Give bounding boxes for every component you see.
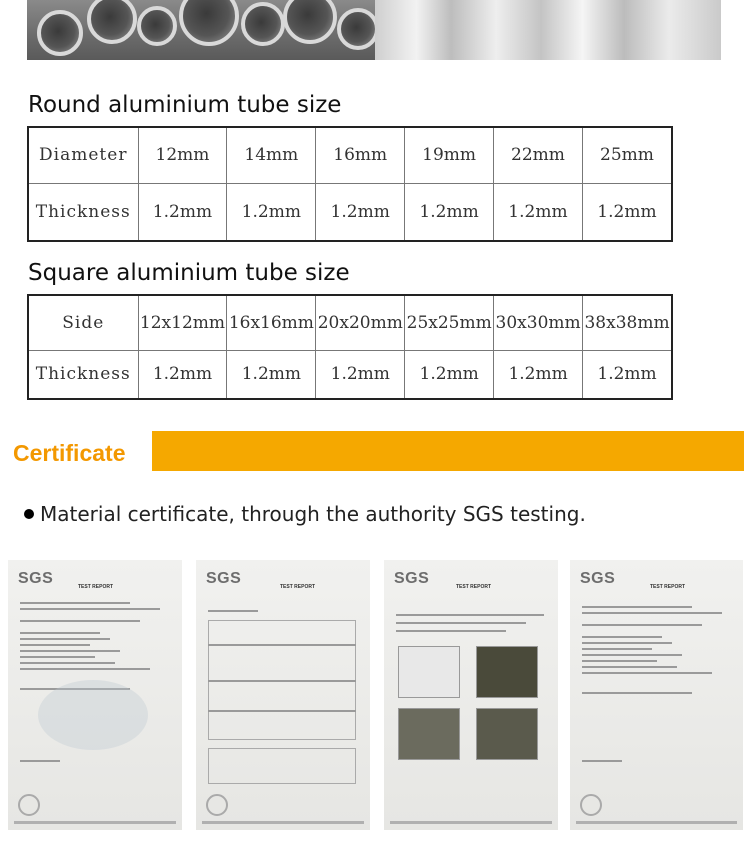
bullet-icon [24, 509, 34, 519]
table-cell: 1.2mm [405, 183, 494, 241]
sample-photo [476, 708, 538, 760]
certificate-banner [0, 431, 744, 471]
table-cell: 1.2mm [316, 350, 405, 399]
table-cell: 1.2mm [138, 350, 227, 399]
certificate-note [24, 502, 586, 526]
thickness-label: Thickness [28, 183, 138, 241]
table-cell: 30x30mm [494, 295, 583, 350]
table-cell: 38x38mm [583, 295, 672, 350]
watermark-seal [38, 680, 148, 750]
table-cell: 1.2mm [138, 183, 227, 241]
sample-table [208, 748, 356, 784]
report-title: TEST REPORT [650, 584, 686, 590]
sample-photo [398, 708, 460, 760]
report-title: TEST REPORT [280, 584, 316, 590]
side-row [28, 295, 672, 350]
table-cell: 16mm [316, 127, 405, 183]
sgs-logo: SGS [394, 570, 430, 587]
diameter-row [28, 127, 672, 183]
table-cell: 1.2mm [582, 183, 672, 241]
table-cell: 25x25mm [405, 295, 494, 350]
certificate-heading: Certificate [0, 431, 152, 471]
round-section-title: Round aluminium tube size [28, 92, 342, 118]
certificate-doc [8, 560, 182, 830]
stamp-seal [206, 794, 228, 816]
certificate-doc [384, 560, 558, 830]
stamp-seal [580, 794, 602, 816]
round-tube-size-table [27, 126, 673, 242]
table-cell: 12x12mm [138, 295, 227, 350]
thickness-row [28, 183, 672, 241]
thickness-label: Thickness [28, 350, 138, 399]
square-tube-size-table [27, 294, 673, 400]
table-cell: 1.2mm [316, 183, 405, 241]
table-cell: 25mm [582, 127, 672, 183]
table-cell: 12mm [138, 127, 227, 183]
sgs-logo: SGS [18, 570, 54, 587]
diameter-label: Diameter [28, 127, 138, 183]
banner-accent-bar [152, 431, 744, 471]
sample-photo [476, 646, 538, 698]
table-cell: 19mm [405, 127, 494, 183]
table-cell: 1.2mm [583, 350, 672, 399]
table-cell: 14mm [227, 127, 316, 183]
certificate-doc [570, 560, 743, 830]
table-cell: 1.2mm [227, 350, 316, 399]
round-tubes-photo [27, 0, 375, 60]
report-title: TEST REPORT [78, 584, 114, 590]
thickness-row [28, 350, 672, 399]
table-cell: 1.2mm [227, 183, 316, 241]
square-section-title: Square aluminium tube size [28, 260, 350, 286]
certificate-gallery [8, 560, 743, 830]
square-tubes-photo [375, 0, 721, 60]
side-label: Side [28, 295, 138, 350]
table-cell: 1.2mm [494, 183, 583, 241]
table-cell: 1.2mm [405, 350, 494, 399]
table-cell: 16x16mm [227, 295, 316, 350]
table-cell: 22mm [494, 127, 583, 183]
sgs-logo: SGS [580, 570, 616, 587]
table-cell: 20x20mm [316, 295, 405, 350]
sample-photo [398, 646, 460, 698]
report-title: TEST REPORT [456, 584, 492, 590]
sgs-logo: SGS [206, 570, 242, 587]
certificate-note-text: Material certificate, through the authority SGS testing. [40, 502, 586, 526]
table-cell: 1.2mm [494, 350, 583, 399]
product-photo [27, 0, 721, 60]
stamp-seal [18, 794, 40, 816]
certificate-doc [196, 560, 370, 830]
